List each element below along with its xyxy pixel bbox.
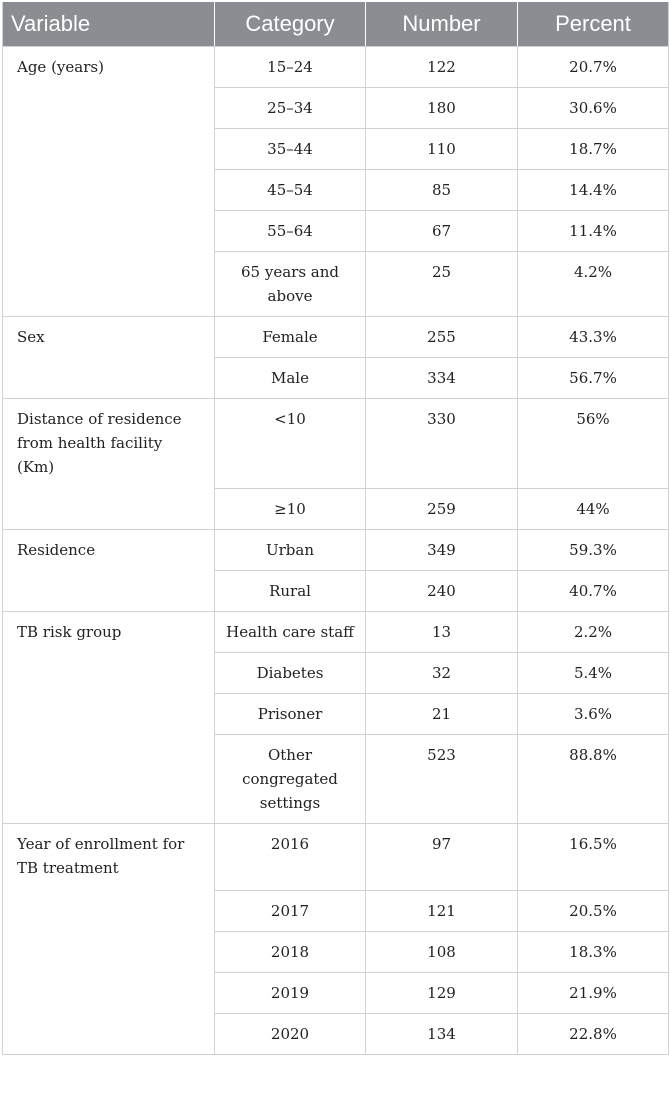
category-cell: 2017 <box>215 891 366 932</box>
percent-cell: 5.4% <box>518 653 669 694</box>
number-cell: 21 <box>366 694 518 735</box>
percent-cell: 44% <box>518 489 669 530</box>
category-cell: Female <box>215 317 366 358</box>
number-cell: 25 <box>366 252 518 317</box>
table-row <box>3 530 669 571</box>
percent-cell: 56% <box>518 399 669 489</box>
number-cell: 134 <box>366 1014 518 1055</box>
percent-cell: 56.7% <box>518 358 669 399</box>
number-cell: 122 <box>366 47 518 88</box>
column-header-number: Number <box>366 2 518 47</box>
number-cell: 121 <box>366 891 518 932</box>
percent-cell: 2.2% <box>518 612 669 653</box>
number-cell: 349 <box>366 530 518 571</box>
category-cell: Other congregated settings <box>215 735 366 824</box>
category-cell: 35–44 <box>215 129 366 170</box>
percent-cell: 11.4% <box>518 211 669 252</box>
category-cell: Urban <box>215 530 366 571</box>
column-header-category: Category <box>215 2 366 47</box>
category-cell: Health care staff <box>215 612 366 653</box>
percent-cell: 14.4% <box>518 170 669 211</box>
table-body <box>3 47 669 1055</box>
variable-cell: TB risk group <box>3 612 215 824</box>
percent-cell: 21.9% <box>518 973 669 1014</box>
column-header-variable: Variable <box>3 2 215 47</box>
number-cell: 255 <box>366 317 518 358</box>
number-cell: 85 <box>366 170 518 211</box>
variable-cell: Sex <box>3 317 215 399</box>
number-cell: 108 <box>366 932 518 973</box>
table-row <box>3 824 669 891</box>
category-cell: Prisoner <box>215 694 366 735</box>
category-cell: Male <box>215 358 366 399</box>
category-cell: 2019 <box>215 973 366 1014</box>
category-cell: Rural <box>215 571 366 612</box>
percent-cell: 4.2% <box>518 252 669 317</box>
number-cell: 180 <box>366 88 518 129</box>
variable-cell: Year of enrollment for TB treatment <box>3 824 215 1055</box>
percent-cell: 40.7% <box>518 571 669 612</box>
number-cell: 32 <box>366 653 518 694</box>
percent-cell: 18.7% <box>518 129 669 170</box>
category-cell: Diabetes <box>215 653 366 694</box>
category-cell: 2020 <box>215 1014 366 1055</box>
category-cell: 45–54 <box>215 170 366 211</box>
column-header-percent: Percent <box>518 2 669 47</box>
number-cell: 240 <box>366 571 518 612</box>
category-cell: 2018 <box>215 932 366 973</box>
number-cell: 129 <box>366 973 518 1014</box>
percent-cell: 3.6% <box>518 694 669 735</box>
data-table <box>2 2 669 1055</box>
percent-cell: 88.8% <box>518 735 669 824</box>
number-cell: 334 <box>366 358 518 399</box>
category-cell: ≥10 <box>215 489 366 530</box>
percent-cell: 16.5% <box>518 824 669 891</box>
table-row <box>3 47 669 88</box>
percent-cell: 20.7% <box>518 47 669 88</box>
table-row <box>3 612 669 653</box>
category-cell: 15–24 <box>215 47 366 88</box>
category-cell: 2016 <box>215 824 366 891</box>
number-cell: 67 <box>366 211 518 252</box>
table-row <box>3 399 669 489</box>
percent-cell: 22.8% <box>518 1014 669 1055</box>
percent-cell: 43.3% <box>518 317 669 358</box>
percent-cell: 18.3% <box>518 932 669 973</box>
category-cell: 55–64 <box>215 211 366 252</box>
number-cell: 330 <box>366 399 518 489</box>
percent-cell: 59.3% <box>518 530 669 571</box>
category-cell: <10 <box>215 399 366 489</box>
table-header <box>3 2 669 47</box>
percent-cell: 20.5% <box>518 891 669 932</box>
variable-cell: Residence <box>3 530 215 612</box>
category-cell: 65 years and above <box>215 252 366 317</box>
number-cell: 110 <box>366 129 518 170</box>
table-row <box>3 317 669 358</box>
variable-cell: Age (years) <box>3 47 215 317</box>
number-cell: 523 <box>366 735 518 824</box>
variable-cell: Distance of residence from health facility (Km) <box>3 399 215 530</box>
percent-cell: 30.6% <box>518 88 669 129</box>
number-cell: 97 <box>366 824 518 891</box>
number-cell: 13 <box>366 612 518 653</box>
category-cell: 25–34 <box>215 88 366 129</box>
number-cell: 259 <box>366 489 518 530</box>
